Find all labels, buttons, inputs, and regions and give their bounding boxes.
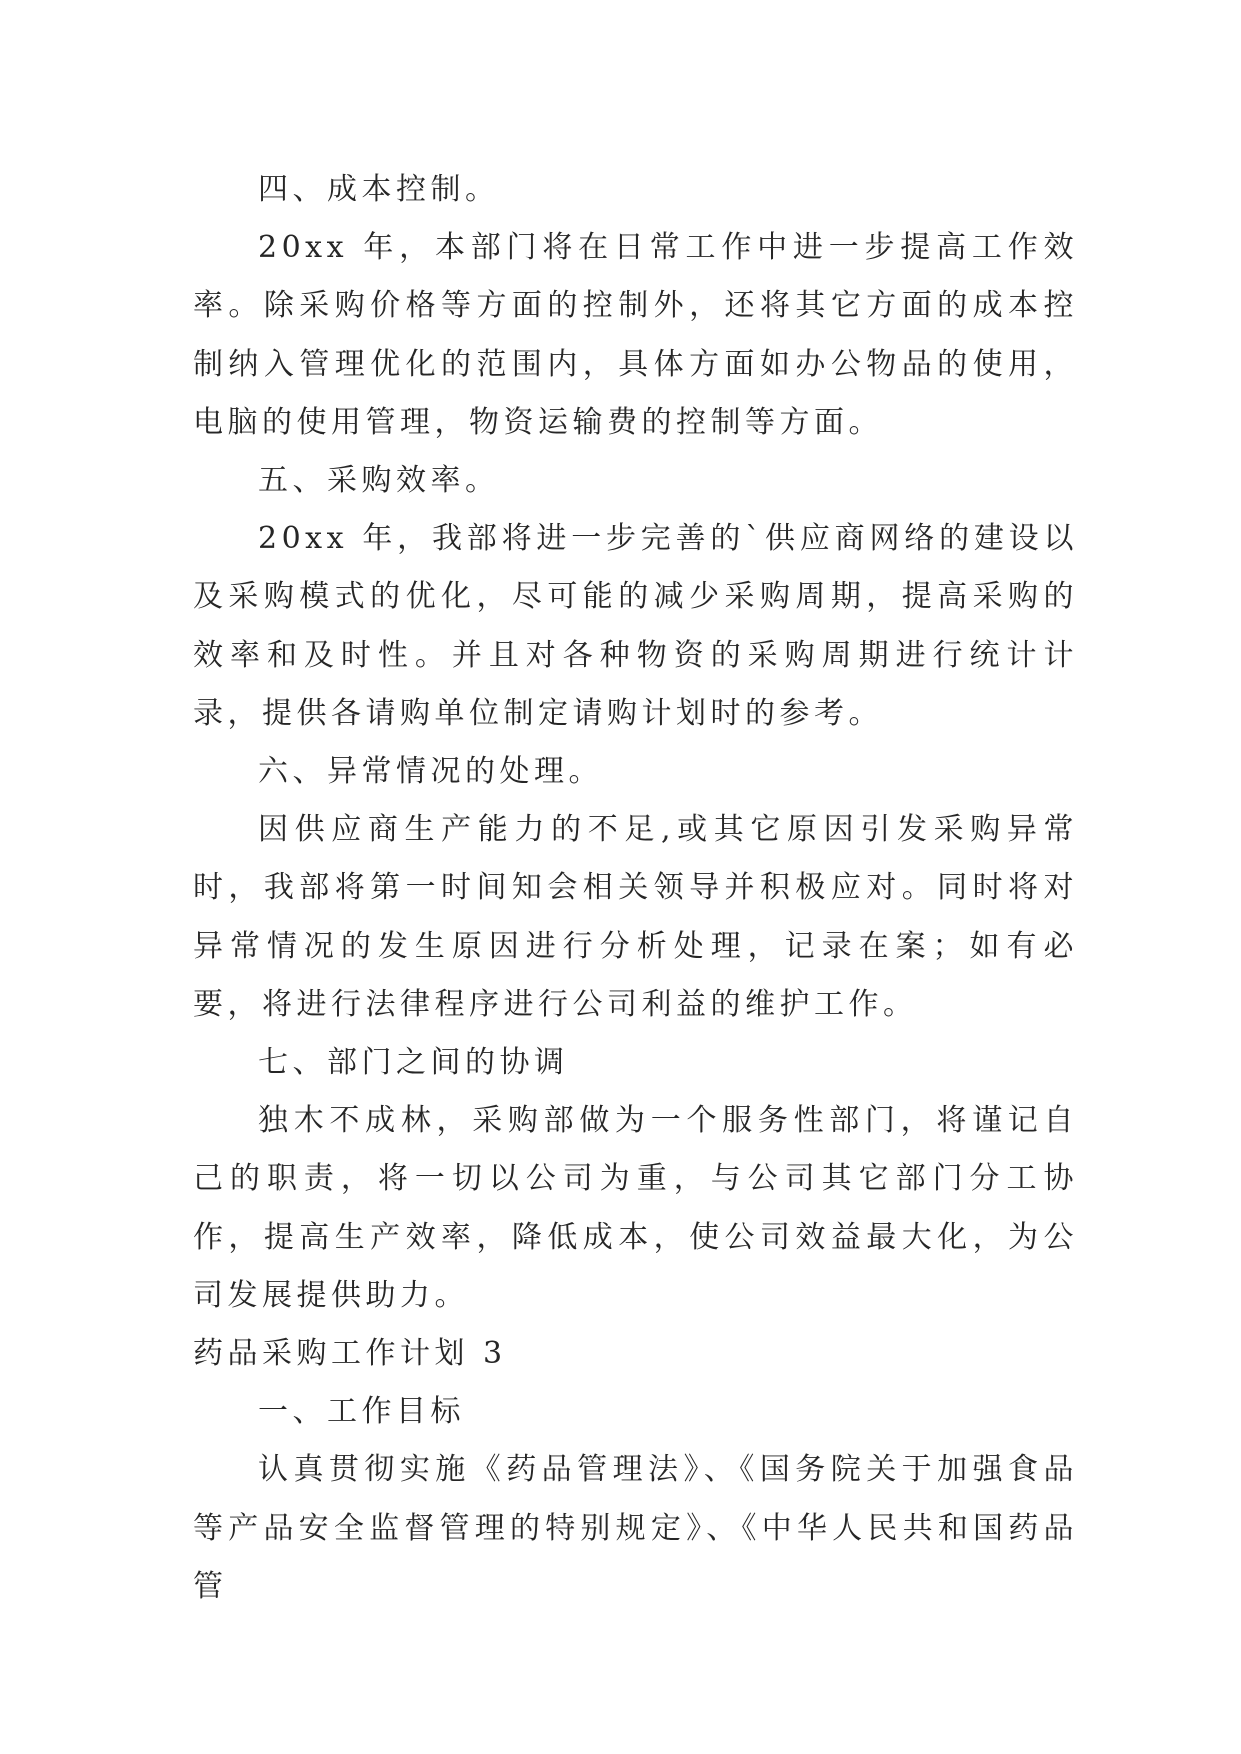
paragraph-department-coordination: 独木不成林，采购部做为一个服务性部门，将谨记自己的职责，将一切以公司为重，与公司其它部门分工协作，提高生产效率，降低成本，使公司效益最大化，为公司发展提供助力。 (193, 1103, 1078, 1313)
document-body (193, 161, 1078, 1616)
section-heading-exception-handling: 六、异常情况的处理。 (258, 754, 603, 790)
document-title-plan-3: 药品采购工作计划 3 (193, 1336, 507, 1372)
paragraph-exception-handling: 因供应商生产能力的不足,或其它原因引发采购异常时，我部将第一时间知会相关领导并积极应对。同时将对异常情况的发生原因进行分析处理，记录在案；如有必要，将进行法律程序进行公司利益的维护工作。 (193, 812, 1078, 1022)
section-heading-purchase-efficiency: 五、采购效率。 (258, 463, 500, 499)
section-heading-department-coordination: 七、部门之间的协调 (258, 1045, 569, 1081)
paragraph-work-goals: 认真贯彻实施《药品管理法》、《国务院关于加强食品等产品安全监督管理的特别规定》、《中华人民共和国药品管 (193, 1452, 1078, 1604)
paragraph-cost-control: 20xx 年，本部门将在日常工作中进一步提高工作效率。除采购价格等方面的控制外，还将其它方面的成本控制纳入管理优化的范围内，具体方面如办公物品的使用，电脑的使用管理，物资运输费的控制等方面。 (193, 230, 1078, 440)
paragraph-purchase-efficiency: 20xx 年，我部将进一步完善的`供应商网络的建设以及采购模式的优化，尽可能的减少采购周期，提高采购的效率和及时性。并且对各种物资的采购周期进行统计计录，提供各请购单位制定请购计划时的参考。 (193, 521, 1078, 731)
section-heading-cost-control: 四、成本控制。 (258, 172, 500, 207)
section-heading-work-goals: 一、工作目标 (258, 1394, 465, 1430)
